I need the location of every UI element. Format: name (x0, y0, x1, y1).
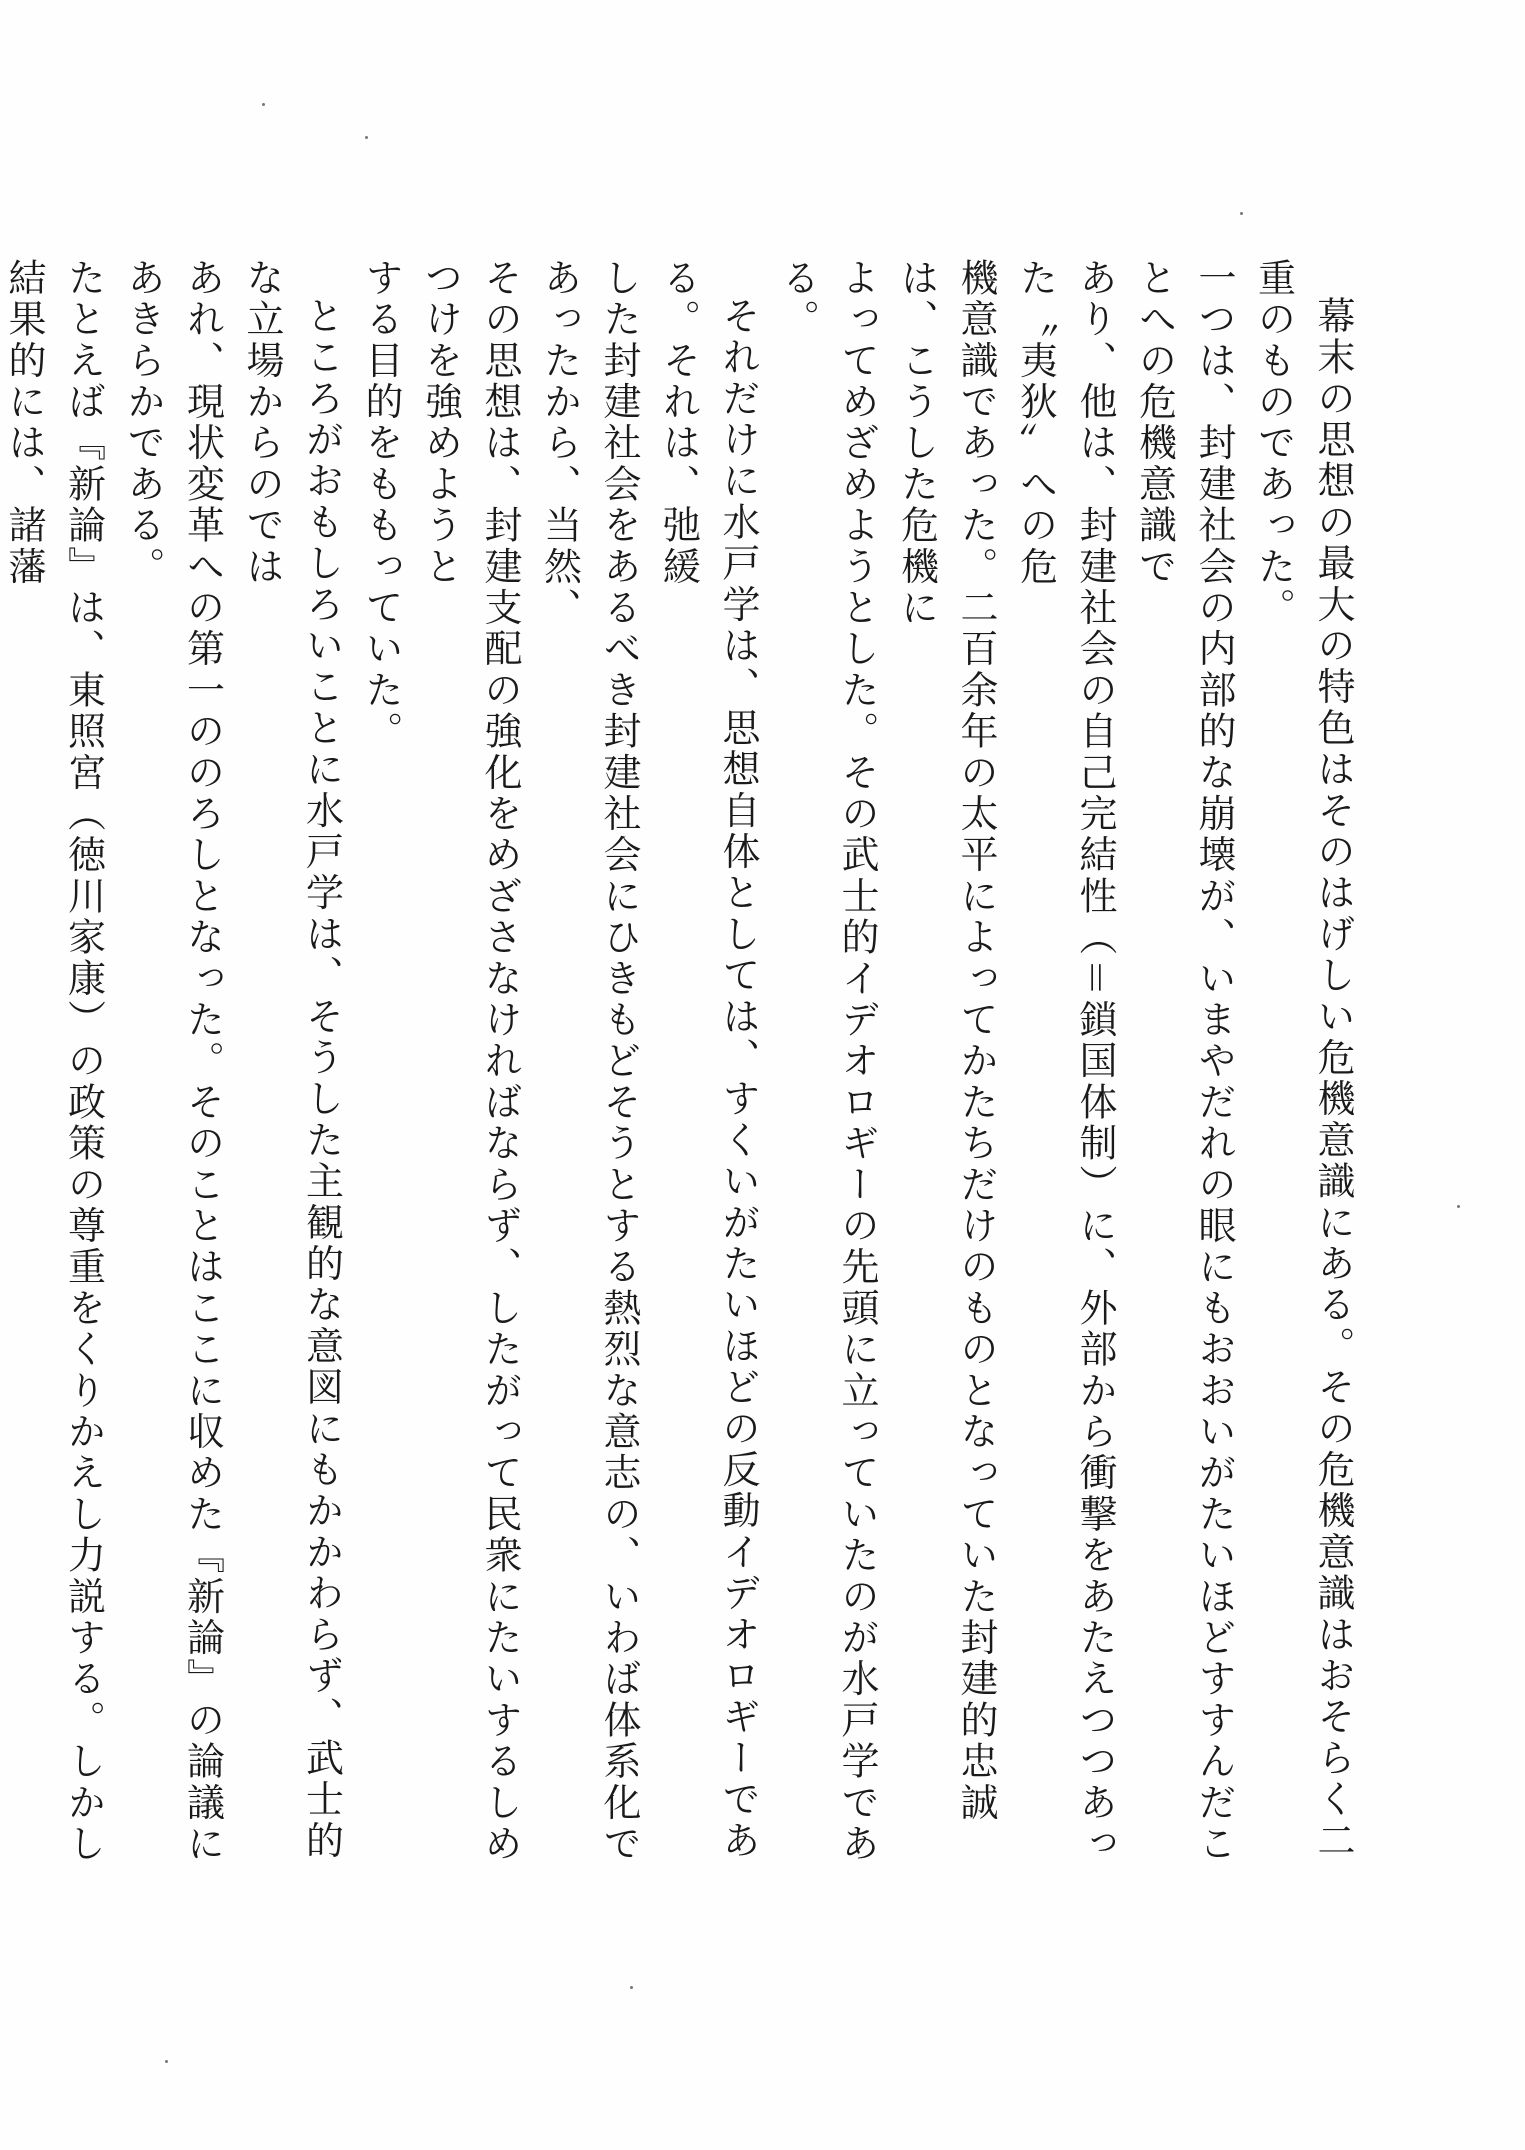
scan-speck (1457, 1205, 1460, 1208)
scan-speck (1240, 212, 1243, 215)
scan-speck (365, 136, 368, 139)
vertical-text-body (2, 258, 1362, 1878)
scan-speck (630, 1986, 633, 1989)
paragraph-3: ところがおもしろいことに水戸学は、そうした主観的な意図にもかかわらず、武士的な立場からのでは あれ、現状変革への第一ののろしとなった。そのことはここに収めた『新論』の論議にあきらかである。 たとえば『新論』は、東照宮（徳川家康）の政策の尊重をくりかえし力説する。しかし結果的には、諸藩 (2, 258, 344, 1865)
paragraph-2: それだけに水戸学は、思想自体としては、すくいがたいほどの反動イデオロギーである。それは、弛緩 した封建社会をあるべき封建社会にひきもどそうとする熱烈な意志の、いわば体系化であったから、当然、 その思想は、封建支配の強化をめざさなければならず、したがって民衆にたいするしめつけを強めようと する目的をももっていた。 (359, 258, 760, 1865)
scan-speck (262, 103, 265, 106)
scan-speck (165, 2060, 168, 2063)
paragraph-1: 幕末の思想の最大の特色はそのはげしい危機意識にある。その危機意識はおそらく二重のものであった。 一つは、封建社会の内部的な崩壊が、いまやだれの眼にもおおいがたいほどすすんだことへの危機意識で あり、他は、封建社会の自己完結性（＝鎖国体制）に、外部から衝撃をあたえつつあった〝夷狄〟への危 機意識であった。二百余年の太平によってかたちだけのものとなっていた封建的忠誠は、こうした危機に よってめざめようとした。その武士的イデオロギーの先頭に立っていたのが水戸学である。 (775, 258, 1355, 1865)
